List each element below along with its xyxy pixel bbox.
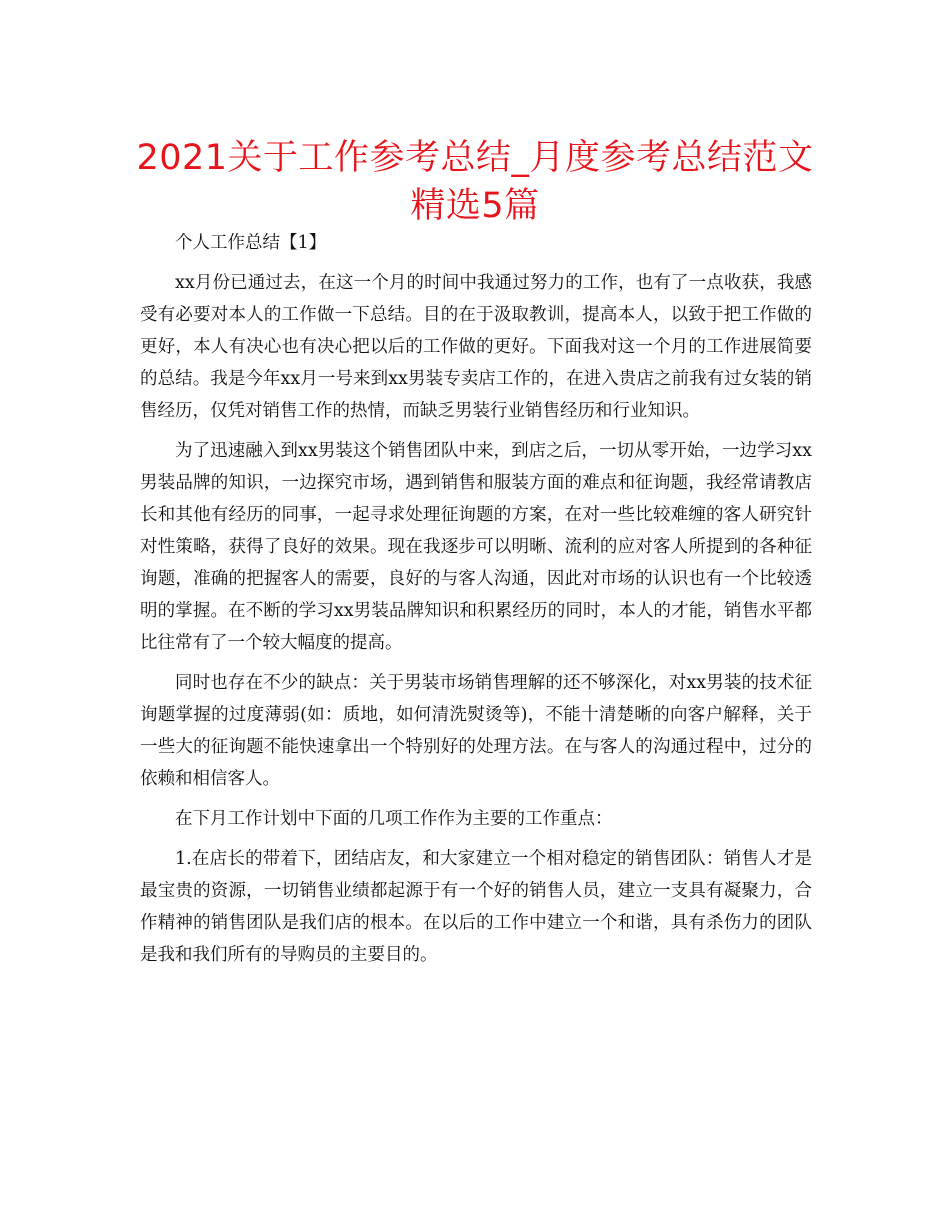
paragraph: 同时也存在不少的缺点：关于男装市场销售理解的还不够深化，对xx男装的技术征询题掌握的过度薄弱(如：质地，如何清洗熨烫等)，不能十清楚晰的向客户解释，关于一些大的征询题不能快速拿出一个特别好的处理方法。在与客人的沟通过程中，过分的依赖和相信客人。: [140, 673, 812, 789]
paragraph: 为了迅速融入到xx男装这个销售团队中来，到店之后，一切从零开始，一边学习xx男装品牌的知识，一边探究市场，遇到销售和服装方面的难点和征询题，我经常请教店长和其他有经历的同事，一起寻求处理征询题的方案，在对一些比较难缠的客人研究针对性策略，获得了良好的效果。现在我逐步可以明晰、流利的应对客人所提到的各种征询题，准确的把握客人的需要，良好的与客人沟通，因此对市场的认识也有一个比较透明的掌握。在不断的学习xx男装品牌知识和积累经历的同时，本人的才能，销售水平都比往常有了一个较大幅度的提高。: [140, 441, 812, 653]
section-heading: 个人工作总结【1】: [175, 233, 327, 253]
document-title: 2021关于工作参考总结_月度参考总结范文精选5篇: [136, 138, 814, 226]
paragraph: 1.在店长的带着下，团结店友，和大家建立一个相对稳定的销售团队：销售人才是最宝贵的资源，一切销售业绩都起源于有一个好的销售人员，建立一支具有凝聚力，合作精神的销售团队是我们店的根本。在以后的工作中建立一个和谐，具有杀伤力的团队是我和我们所有的导购员的主要目的。: [140, 849, 812, 965]
paragraph: 在下月工作计划中下面的几项工作作为主要的工作重点：: [175, 809, 613, 829]
document-body: [140, 227, 812, 979]
paragraph: xx月份已通过去，在这一个月的时间中我通过努力的工作，也有了一点收获，我感受有必要对本人的工作做一下总结。目的在于汲取教训，提高本人，以致于把工作做的更好，本人有决心也有决心把以后的工作做的更好。下面我对这一个月的工作进展简要的总结。我是今年xx月一号来到xx男装专卖店工作的，在进入贵店之前我有过女装的销售经历，仅凭对销售工作的热情，而缺乏男装行业销售经历和行业知识。: [140, 273, 812, 421]
